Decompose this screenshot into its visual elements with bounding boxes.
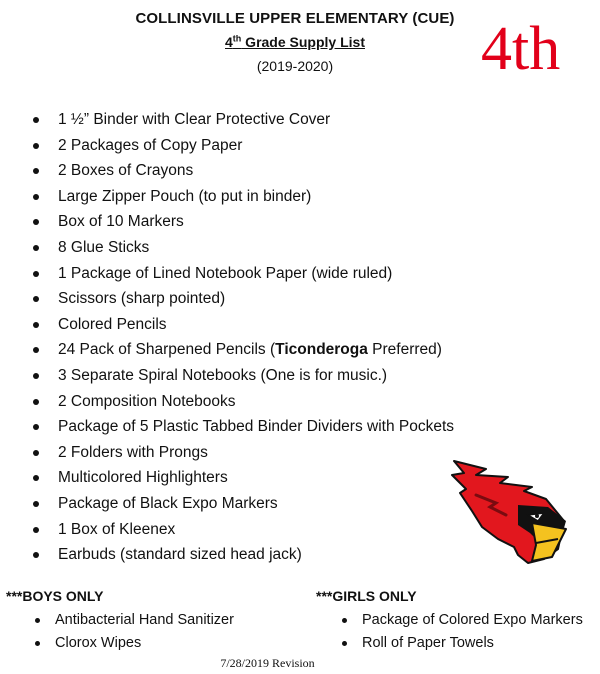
list-item: 2 Packages of Copy Paper: [0, 133, 454, 159]
boys-only-title: ***BOYS ONLY: [6, 588, 104, 604]
list-item: 3 Separate Spiral Notebooks (One is for music.): [0, 363, 454, 389]
list-item: Package of Black Expo Markers: [0, 491, 454, 517]
list-item: Scissors (sharp pointed): [0, 286, 454, 312]
girls-only-list: [339, 609, 583, 655]
grade-badge: 4th: [481, 15, 561, 83]
list-item: 24 Pack of Sharpened Pencils (Ticonderoga Preferred): [0, 337, 454, 363]
list-item: Large Zipper Pouch (to put in binder): [0, 184, 454, 210]
list-item: 2 Folders with Prongs: [0, 440, 454, 466]
list-item: Package of 5 Plastic Tabbed Binder Dividers with Pockets: [0, 414, 454, 440]
revision-date: 7/28/2019 Revision: [220, 656, 315, 670]
cardinal-icon: [446, 453, 570, 565]
supply-list: [0, 107, 454, 568]
list-item: Earbuds (standard sized head jack): [0, 542, 454, 568]
list-item: 1 Box of Kleenex: [0, 517, 454, 543]
list-item: 1 ½” Binder with Clear Protective Cover: [0, 107, 454, 133]
list-item: 2 Boxes of Crayons: [0, 158, 454, 184]
list-item: 8 Glue Sticks: [0, 235, 454, 261]
list-item: Package of Colored Expo Markers: [339, 609, 583, 632]
list-item: Box of 10 Markers: [0, 209, 454, 235]
girls-only-title: ***GIRLS ONLY: [316, 588, 417, 604]
list-item: Colored Pencils: [0, 312, 454, 338]
list-item: Multicolored Highlighters: [0, 465, 454, 491]
list-item: Antibacterial Hand Sanitizer: [32, 609, 234, 632]
list-item: 1 Package of Lined Notebook Paper (wide ruled): [0, 261, 454, 287]
boys-only-list: [32, 609, 234, 655]
list-item: 2 Composition Notebooks: [0, 389, 454, 415]
list-item: Clorox Wipes: [32, 632, 234, 655]
list-title-text: 4th Grade Supply List: [225, 33, 365, 50]
list-item: Roll of Paper Towels: [339, 632, 583, 655]
school-year: (2019-2020): [256, 58, 334, 74]
school-name: COLLINSVILLE UPPER ELEMENTARY (CUE): [135, 10, 455, 27]
